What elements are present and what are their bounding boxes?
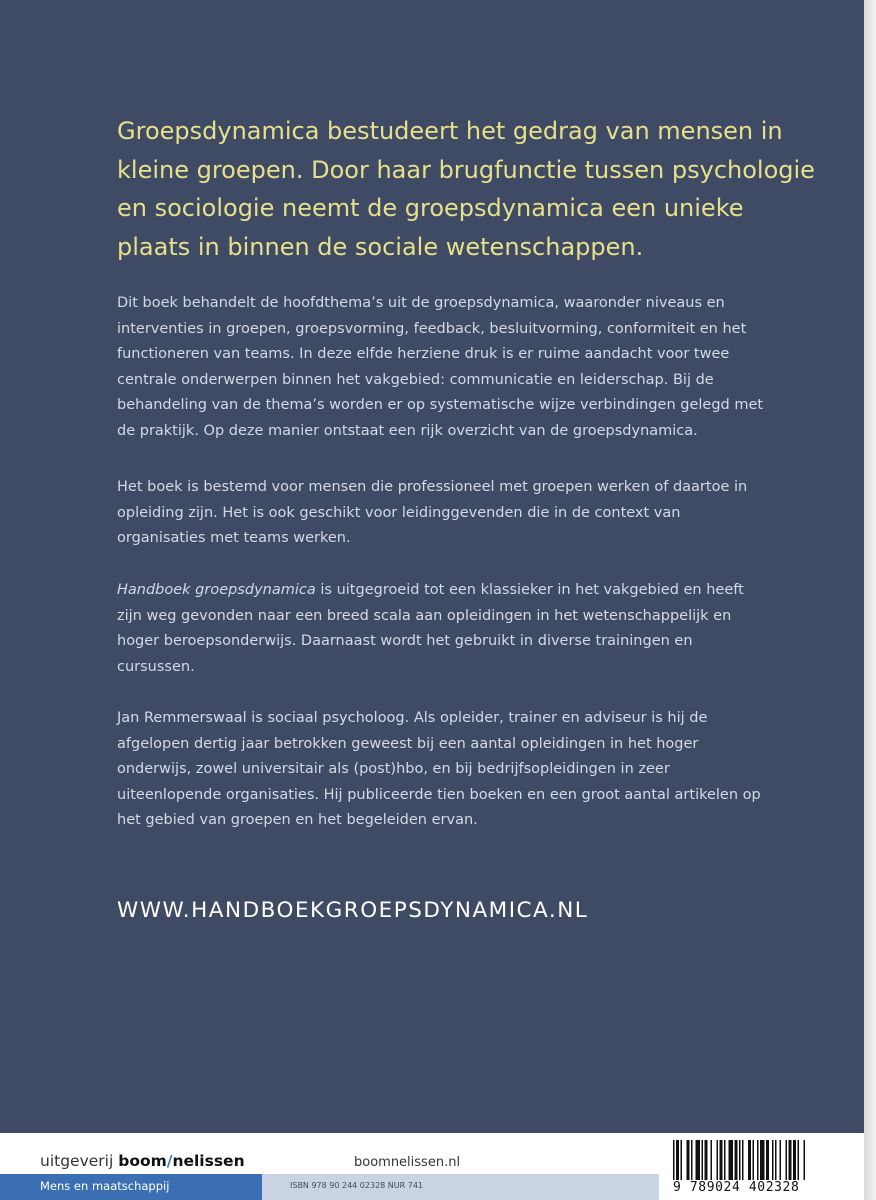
barcode-bar — [720, 1140, 723, 1180]
barcode-bar — [804, 1140, 806, 1180]
barcode-bar — [775, 1140, 777, 1180]
publisher-brand-nelissen: nelissen — [172, 1152, 245, 1170]
barcode-bar — [757, 1140, 759, 1180]
barcode-bar — [793, 1140, 796, 1180]
barcode — [659, 1136, 864, 1200]
series-label: Mens en maatschappij — [40, 1179, 170, 1193]
barcode-bar — [687, 1140, 690, 1180]
barcode-bar — [789, 1140, 792, 1180]
barcode-bar — [717, 1140, 719, 1180]
barcode-digits: 9 789024 402328 — [673, 1180, 800, 1195]
barcode-bar — [760, 1140, 765, 1180]
publisher-brand-boom: boom — [118, 1152, 167, 1170]
barcode-bar — [711, 1140, 713, 1180]
barcode-bar — [729, 1140, 734, 1180]
barcode-bar — [673, 1140, 675, 1180]
barcode-bar — [772, 1140, 774, 1180]
book-title: Handboek groepsdynamica — [117, 582, 316, 598]
barcode-bar — [753, 1140, 755, 1180]
audience-paragraph: Het boek is bestemd voor mensen die professioneel met groepen werken of daartoe in opleiding zijn. Het is ook geschikt voor leidinggevenden die in de context van organisaties met teams werken. — [117, 479, 748, 547]
reputation-paragraph — [117, 578, 767, 680]
barcode-bar — [676, 1140, 679, 1180]
series-band — [0, 1174, 262, 1200]
intro-blurb: Groepsdynamica bestudeert het gedrag van mensen in kleine groepen. Door haar brugfunctie tussen psychologie en sociologie neemt de groepsdynamica een unieke plaats in binnen de sociale wetenschappen. — [117, 117, 815, 261]
barcode-bar — [798, 1140, 800, 1180]
isbn-nur-label: ISBN 978 90 244 02328 NUR 741 — [290, 1181, 424, 1190]
publisher-website: boomnelissen.nl — [354, 1155, 461, 1170]
publisher-slash: / — [166, 1152, 173, 1170]
barcode-bar — [696, 1140, 701, 1180]
barcode-bar — [742, 1140, 744, 1180]
book-spine-edge — [864, 0, 876, 1200]
website-url: WWW.HANDBOEKGROEPSDYNAMICA.NL — [117, 898, 589, 923]
barcode-bar — [691, 1140, 693, 1180]
barcode-bar — [735, 1140, 738, 1180]
barcode-bar — [739, 1140, 741, 1180]
reputation-text: is uitgegroeid tot een klassieker in het vakgebied en heeft zijn weg gevonden naar een breed scala aan opleidingen in het wetenschappelijk en hoger beroepsonderwijs. Daarnaast wordt het gebruikt in diverse trainingen en cursussen. — [117, 582, 744, 675]
barcode-bar — [748, 1140, 751, 1180]
barcode-bar — [724, 1140, 726, 1180]
publisher-prefix: uitgeverij — [40, 1152, 119, 1170]
barcode-bar — [681, 1140, 683, 1180]
barcode-bar — [702, 1140, 704, 1180]
barcode-bars — [673, 1140, 853, 1180]
barcode-bar — [780, 1140, 782, 1180]
description-paragraph: Dit boek behandelt de hoofdthema’s uit de groepsdynamica, waaronder niveaus en interventies in groepen, groepsvorming, feedback, besluitvorming, conformiteit en het functioneren van teams. In deze elfde herziene druk is er ruime aandacht voor twee centrale onderwerpen binnen het vakgebied: communicatie en leiderschap. Bij de behandeling van de thema’s worden er op systematische wijze verbindingen gelegd met de praktijk. Op deze manier ontstaat een rijk overzicht van de groepsdynamica. — [117, 295, 764, 439]
barcode-bar — [786, 1140, 788, 1180]
author-bio-paragraph: Jan Remmerswaal is sociaal psycholoog. Als opleider, trainer en adviseur is hij de afgelopen dertig jaar betrokken geweest bij een aantal opleidingen in het hoger onderwijs, zowel universitair als (post)hbo, en bij bedrijfsopleidingen in zeer uiteenlopende organisaties. Hij publiceerde tien boeken en een groot aantal artikelen op het gebied van groepen en het begeleiden ervan. — [117, 710, 761, 829]
barcode-bar — [705, 1140, 708, 1180]
publisher-logo — [40, 1152, 245, 1170]
barcode-bar — [766, 1140, 769, 1180]
isbn-band — [262, 1174, 659, 1200]
